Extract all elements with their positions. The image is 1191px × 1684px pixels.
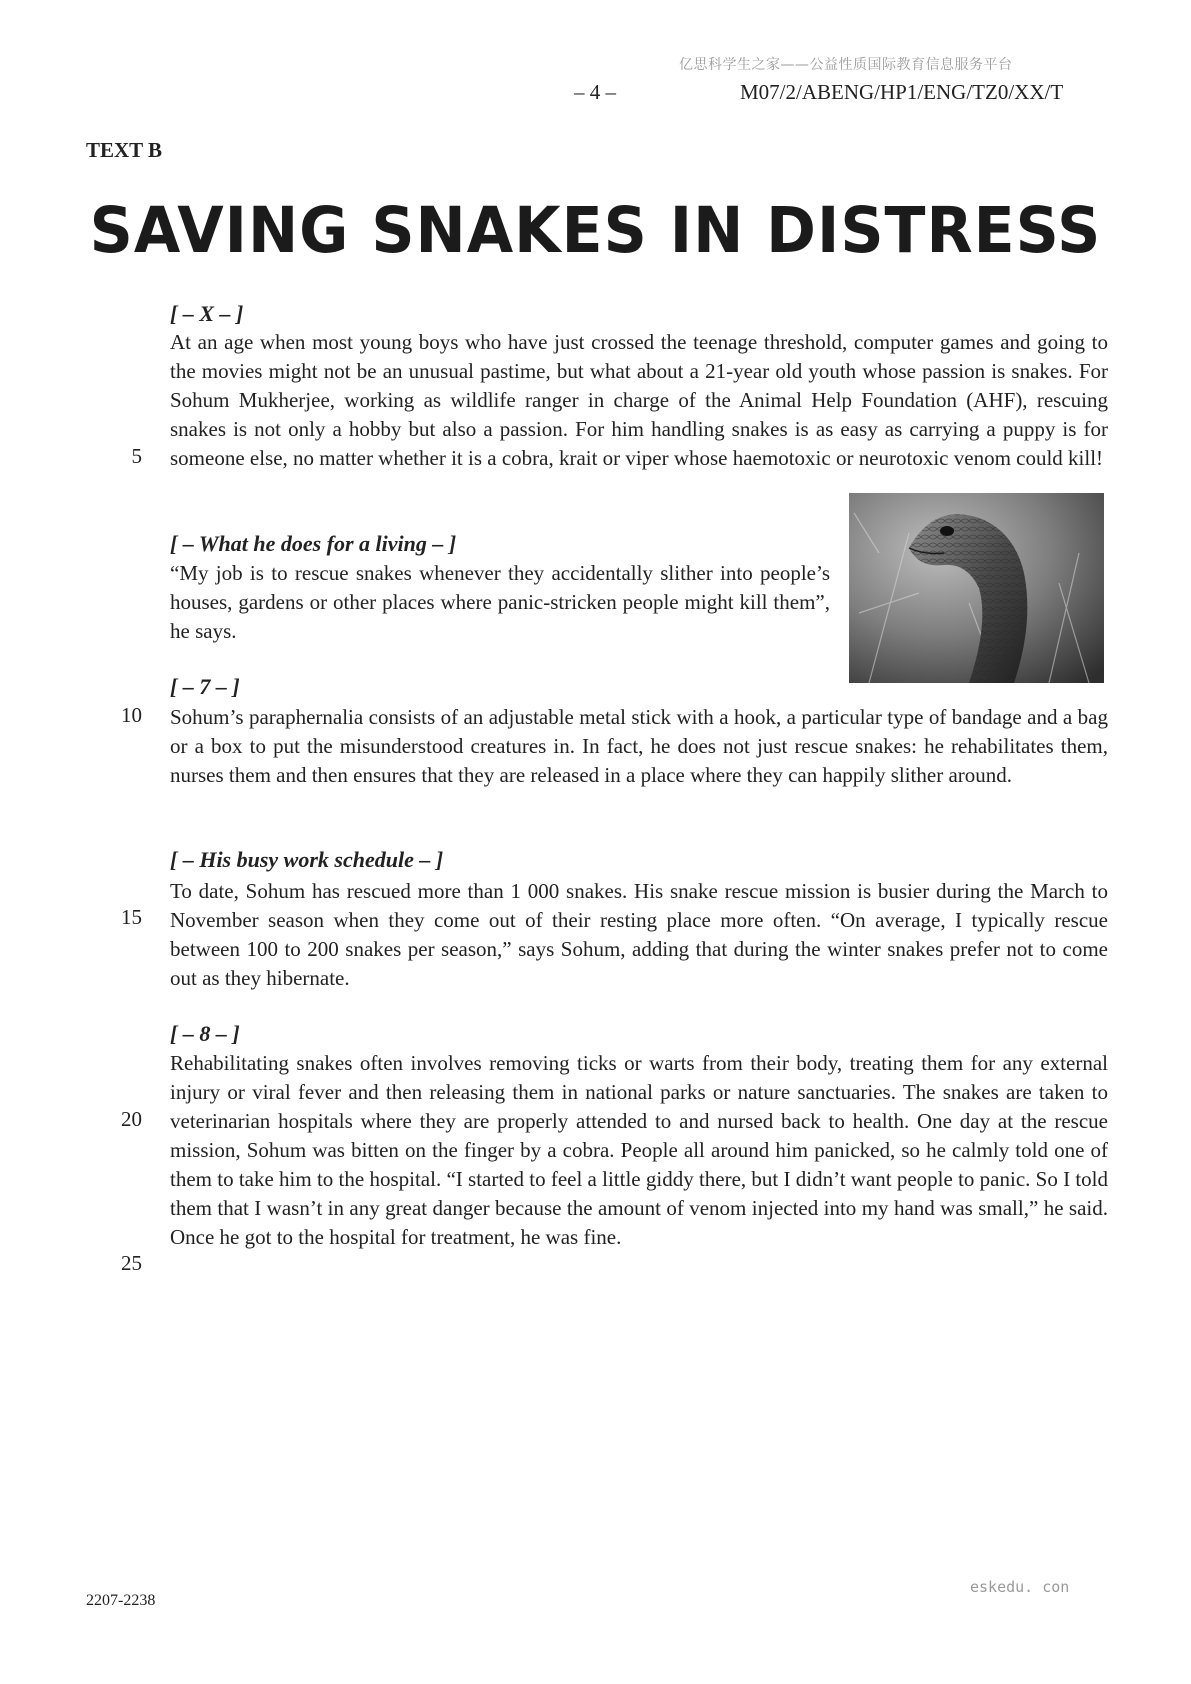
section-heading: [ – X – ] [170,301,244,326]
footer-code: 2207-2238 [86,1592,156,1609]
section-body: “My job is to rescue snakes whenever they accidentally slither into people’s houses, gardens or other places where panic-stricken people might kill them”, he says. [170,561,830,643]
section-heading: [ – His busy work schedule – ] [170,847,444,872]
article-title: SAVING SNAKES IN DISTRESS [89,194,1102,268]
snake-photo [849,493,1104,683]
header-watermark: 亿思科学生之家——公益性质国际教育信息服务平台 [679,57,1013,73]
section-body: To date, Sohum has rescued more than 1 000 snakes. His snake rescue mission is busier during the March to November season when they come out of their resting place more often. “On average, I typically rescue between 100 to 200 snakes per season,” says Sohum, adding that during the winter snakes prefer not to come out as they hibernate. [170,879,1108,990]
section-heading: [ – 8 – ] [170,1021,240,1046]
section-body: At an age when most young boys who have just crossed the teenage threshold, computer games and going to the movies might not be an unusual pastime, but what about a 21-year old youth whose passion is snakes. For Sohum Mukherjee, working as wildlife ranger in charge of the Animal Help Foundation (AHF), rescuing snakes is not only a hobby but also a passion. For him handling snakes is as easy as carrying a puppy is for someone else, no matter whether it is a cobra, krait or viper whose haemotoxic or neurotoxic venom could kill! [170,330,1108,470]
line-number: 25 [121,1251,142,1275]
section-body: Sohum’s paraphernalia consists of an adjustable metal stick with a hook, a particular type of bandage and a bag or a box to put the misunderstood creatures in. In fact, he does not just rescue snakes: he rehabilitates them, nurses them and then ensures that they are released in a place where they can happily slither around. [170,705,1108,787]
line-number: 20 [121,1107,142,1131]
text-label: TEXT B [86,138,163,162]
section-body: Rehabilitating snakes often involves removing ticks or warts from their body, treating them for any external injury or viral fever and then releasing them in national parks or nature sanctuaries. The snakes are taken to veterinarian hospitals where they are properly attended to and nursed back to health. One day at the rescue mission, Sohum was bitten on the finger by a cobra. People all around him panicked, so he calmly told one of them to take him to the hospital. “I started to feel a little giddy there, but I didn’t want people to panic. So I told them that I wasn’t in any great danger because the amount of venom injected into my hand was small,” he said. Once he got to the hospital for treatment, he was fine. [170,1051,1108,1249]
document-code: M07/2/ABENG/HP1/ENG/TZ0/XX/T [740,80,1064,104]
line-number: 10 [121,703,142,727]
page-number: – 4 – [574,80,616,104]
section-heading: [ – 7 – ] [170,674,240,699]
footer-watermark: eskedu. con [970,1578,1070,1596]
section-heading: [ – What he does for a living – ] [170,531,457,556]
line-number: 15 [121,905,142,929]
line-number: 5 [131,444,142,468]
